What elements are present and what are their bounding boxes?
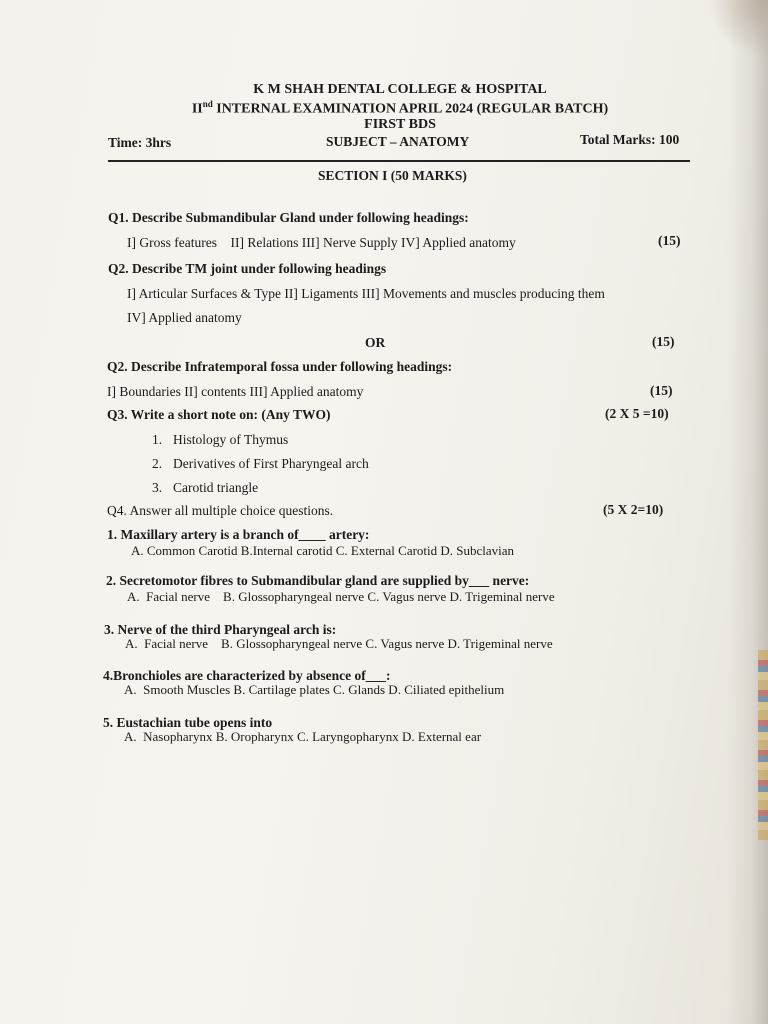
q4-marks: (5 X 2=10)	[603, 502, 664, 517]
mcq-1-question: 1. Maxillary artery is a branch of____ artery:	[107, 527, 370, 542]
q1-title: Q1. Describe Submandibular Gland under following headings:	[108, 210, 469, 225]
q2-alt-title: Q2. Describe Infratemporal fossa under following headings:	[107, 359, 453, 374]
background-fabric	[758, 650, 768, 840]
mcq-3-question: 3. Nerve of the third Pharyngeal arch is:	[104, 622, 337, 637]
mcq-5-question: 5. Eustachian tube opens into	[103, 715, 273, 730]
q3-marks: (2 X 5 =10)	[605, 406, 669, 421]
mcq-1-options: A. Common Carotid B.Internal carotid C. External Carotid D. Subclavian	[131, 543, 515, 558]
college-name: K M SHAH DENTAL COLLEGE & HOSPITAL	[253, 82, 547, 97]
q3-title: Q3. Write a short note on: (Any TWO)	[107, 407, 331, 422]
year-label: FIRST BDS	[364, 117, 436, 132]
mcq-4-question: 4.Bronchioles are characterized by absence of___:	[103, 668, 391, 683]
q3-item-1-num: 1.	[152, 432, 163, 447]
page-edge-shadow	[728, 0, 768, 1024]
q1-parts: I] Gross features II] Relations III] Nerve Supply IV] Applied anatomy	[127, 235, 516, 250]
q2-parts-line1: I] Articular Surfaces & Type II] Ligaments III] Movements and muscles producing them	[127, 286, 605, 301]
mcq-3-options: A. Facial nerve B. Glossopharyngeal nerve C. Vagus nerve D. Trigeminal nerve	[125, 636, 553, 651]
mcq-2-options: A. Facial nerve B. Glossopharyngeal nerve C. Vagus nerve D. Trigeminal nerve	[127, 589, 555, 604]
q4-title: Q4. Answer all multiple choice questions.	[107, 503, 334, 518]
time-label: Time: 3hrs	[108, 135, 172, 150]
exam-title	[0, 99, 768, 118]
subject-label: SUBJECT – ANATOMY	[326, 134, 470, 149]
mcq-2-question: 2. Secretomotor fibres to Submandibular gland are supplied by___ nerve:	[106, 573, 530, 588]
q2-parts-line2: IV] Applied anatomy	[127, 310, 242, 325]
q1-marks: (15)	[658, 233, 681, 248]
header-divider	[108, 160, 690, 162]
q3-item-2: Derivatives of First Pharyngeal arch	[173, 456, 369, 471]
q2-alt-parts: I] Boundaries II] contents III] Applied anatomy	[107, 384, 364, 399]
exam-title-rest: INTERNAL EXAMINATION APRIL 2024 (REGULAR BATCH)	[212, 101, 609, 117]
page-corner-shadow	[708, 0, 768, 60]
exam-title-prefix: II	[191, 101, 203, 117]
q3-item-3: Carotid triangle	[173, 480, 259, 495]
or-label: OR	[365, 335, 386, 350]
q2-alt-marks: (15)	[650, 383, 673, 398]
q3-item-1: Histology of Thymus	[173, 432, 289, 447]
mcq-5-options: A. Nasopharynx B. Oropharynx C. Laryngopharynx D. External ear	[124, 729, 482, 744]
q2-marks: (15)	[652, 334, 675, 349]
exam-title-sup: nd	[202, 99, 213, 109]
q2-title: Q2. Describe TM joint under following headings	[108, 261, 387, 276]
q3-item-2-num: 2.	[152, 456, 163, 471]
total-marks: Total Marks: 100	[580, 132, 680, 147]
q3-item-3-num: 3.	[152, 480, 163, 495]
mcq-4-options: A. Smooth Muscles B. Cartilage plates C. Glands D. Ciliated epithelium	[124, 682, 505, 697]
section-title: SECTION I (50 MARKS)	[318, 168, 467, 183]
